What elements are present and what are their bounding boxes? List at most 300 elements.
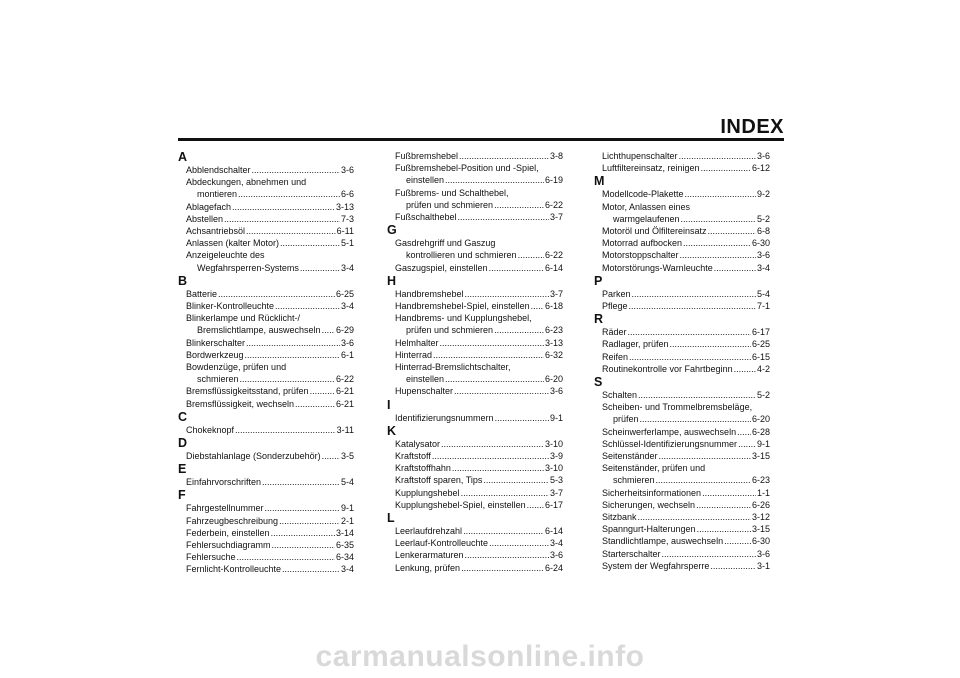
section-letter: B <box>178 273 188 288</box>
section-letter: R <box>594 312 604 327</box>
leader-dots <box>527 499 544 511</box>
index-entry <box>186 476 354 488</box>
leader-dots <box>295 398 335 410</box>
entry-line <box>395 211 563 223</box>
page-number: 3-13 <box>544 337 563 348</box>
entry-text: Kraftstoff sparen, Tips <box>395 475 483 486</box>
index-entry <box>186 563 354 575</box>
watermark: carmanualsonline.info <box>315 640 645 673</box>
entry-line <box>186 288 354 300</box>
entry-line <box>602 450 770 462</box>
leader-dots <box>252 164 340 176</box>
entry-line <box>602 487 770 499</box>
leader-dots <box>656 474 751 486</box>
entry-line <box>395 312 563 324</box>
index-entry <box>395 549 563 561</box>
entry-line <box>186 237 354 249</box>
page-number: 6-24 <box>544 562 563 573</box>
entry-text: Schlüssel-Identifizierungsnummer <box>602 438 738 449</box>
page-number: 5-2 <box>756 213 770 224</box>
entry-text: Identifizierungsnummern <box>395 412 494 423</box>
entry-line <box>186 450 354 462</box>
index-entry <box>602 438 770 450</box>
index-entry <box>395 262 563 274</box>
section-letter: L <box>387 511 395 526</box>
leader-dots <box>310 385 335 397</box>
entry-text: Diebstahlanlage (Sonderzubehör) <box>186 451 321 462</box>
entry-line <box>395 249 563 261</box>
entry-text: Katalysator <box>395 438 441 449</box>
index-entry <box>395 525 563 537</box>
page-number: 6-32 <box>544 349 563 360</box>
index-entry <box>602 462 770 486</box>
index-entry <box>602 426 770 438</box>
entry-line <box>186 563 354 575</box>
leader-dots <box>681 213 756 225</box>
leader-dots <box>445 174 544 186</box>
leader-dots <box>265 502 340 514</box>
page-number: 6-22 <box>544 250 563 261</box>
leader-dots <box>262 476 340 488</box>
entry-text: Fehlersuchdiagramm <box>186 540 271 551</box>
index-entry <box>186 312 354 336</box>
entry-line <box>186 373 354 385</box>
entry-line <box>395 549 563 561</box>
leader-dots <box>489 262 544 274</box>
entry-line <box>395 199 563 211</box>
page-number: 3-15 <box>751 524 770 535</box>
page-number: 3-6 <box>756 548 770 559</box>
page-number: 3-6 <box>549 550 563 561</box>
entry-text: Motorstoppschalter <box>602 250 679 261</box>
leader-dots <box>282 563 340 575</box>
entry-line <box>602 401 770 413</box>
page-number: 3-7 <box>549 487 563 498</box>
entry-text: Bremsflüssigkeitsstand, prüfen <box>186 386 309 397</box>
entry-text: Lenkerarmaturen <box>395 550 464 561</box>
leader-dots <box>458 211 549 223</box>
entry-line <box>602 150 770 162</box>
index-column-2 <box>387 150 563 574</box>
page-number: 6-14 <box>544 526 563 537</box>
page-number: 6-11 <box>336 226 354 237</box>
entry-line <box>186 385 354 397</box>
entry-text: Handbremshebel <box>395 288 464 299</box>
index-entry <box>186 450 354 462</box>
entry-text: Modellcode-Plakette <box>602 189 684 200</box>
page-number: 9-1 <box>340 503 354 514</box>
entry-line <box>395 262 563 274</box>
index-column-3 <box>594 150 770 572</box>
entry-line <box>395 324 563 336</box>
page-number: 3-4 <box>756 262 770 273</box>
page-number: 7-3 <box>340 213 354 224</box>
leader-dots <box>322 324 335 336</box>
leader-dots <box>680 249 756 261</box>
index-entry <box>602 401 770 425</box>
page-number: 3-6 <box>549 386 563 397</box>
leader-dots <box>724 535 751 547</box>
index-entry <box>602 338 770 350</box>
page-number: 3-6 <box>340 165 354 175</box>
page-number: 6-29 <box>335 325 354 336</box>
entry-text: warmgelaufenen <box>613 213 680 224</box>
leader-dots <box>275 300 340 312</box>
leader-dots <box>232 201 335 213</box>
entry-text: Bordwerkzeug <box>186 349 244 360</box>
leader-dots <box>279 515 340 527</box>
entry-text: Fußbremshebel-Position und -Spiel, <box>395 163 539 174</box>
entry-line <box>602 462 770 474</box>
leader-dots <box>461 562 544 574</box>
entry-line <box>602 338 770 350</box>
index-entry <box>602 535 770 547</box>
leader-dots <box>737 426 751 438</box>
leader-dots <box>459 150 549 162</box>
entry-text: Fußbremshebel <box>395 151 459 161</box>
entry-line <box>186 398 354 410</box>
section-letter: P <box>594 273 603 288</box>
index-entry <box>186 385 354 397</box>
entry-text: Handbremshebel-Spiel, einstellen <box>395 301 530 312</box>
index-entry <box>602 548 770 560</box>
page-number: 6-8 <box>756 226 770 237</box>
leader-dots <box>237 551 335 563</box>
page-number: 3-13 <box>335 201 354 212</box>
index-entry <box>602 262 770 274</box>
entry-line <box>186 213 354 225</box>
page-number: 6-22 <box>335 374 354 385</box>
entry-line <box>186 349 354 361</box>
index-entry <box>186 551 354 563</box>
entry-text: prüfen <box>613 414 639 425</box>
entry-text: Reifen <box>602 351 629 362</box>
entry-line <box>186 262 354 274</box>
leader-dots <box>702 487 756 499</box>
page-number: 6-21 <box>335 386 354 397</box>
page-number: 3-4 <box>340 262 354 273</box>
leader-dots <box>218 288 335 300</box>
index-entry <box>602 511 770 523</box>
index-entry <box>395 162 563 186</box>
index-entry <box>602 150 770 162</box>
page-number: 3-6 <box>756 151 770 161</box>
index-entry <box>602 363 770 375</box>
leader-dots <box>240 373 335 385</box>
page-number: 9-1 <box>756 438 770 449</box>
index-entry <box>395 361 563 385</box>
page-number: 9-2 <box>756 189 770 200</box>
page-number: 3-10 <box>544 463 563 474</box>
leader-dots <box>531 300 544 312</box>
index-entry <box>186 539 354 551</box>
section-letter: G <box>387 223 397 238</box>
page-number: 6-6 <box>340 189 354 200</box>
entry-line <box>602 474 770 486</box>
leader-dots <box>432 450 549 462</box>
entry-text: Einfahrvorschriften <box>186 477 262 488</box>
page-number: 6-15 <box>751 351 770 362</box>
entry-text: Blinker-Kontrolleuchte <box>186 301 275 312</box>
entry-text: Scheiben- und Trommelbremsbeläge, <box>602 402 753 413</box>
page-number: 6-23 <box>751 475 770 486</box>
leader-dots <box>322 450 340 462</box>
entry-text: Luftfiltereinsatz, reinigen <box>602 163 700 174</box>
entry-text: Motor, Anlassen eines <box>602 201 691 212</box>
index-entry <box>186 502 354 514</box>
title-rule <box>178 138 784 141</box>
page-number: 6-21 <box>335 398 354 409</box>
page-number: 6-28 <box>751 426 770 437</box>
section-letter: S <box>594 375 603 390</box>
page-number: 3-5 <box>340 451 354 462</box>
leader-dots <box>465 288 549 300</box>
index-entry <box>186 164 354 176</box>
leader-dots <box>659 450 751 462</box>
page-number: 6-34 <box>335 552 354 563</box>
index-entry <box>602 237 770 249</box>
entry-line <box>186 424 354 436</box>
entry-text: Sicherheitsinformationen <box>602 487 702 498</box>
leader-dots <box>433 349 544 361</box>
index-entry <box>186 176 354 200</box>
entry-text: Sicherungen, wechseln <box>602 499 696 510</box>
index-column-1 <box>178 150 354 576</box>
entry-line <box>602 363 770 375</box>
index-entry <box>395 312 563 336</box>
leader-dots <box>272 539 335 551</box>
index-entry <box>186 337 354 349</box>
entry-line <box>395 349 563 361</box>
entry-text: Chokeknopf <box>186 424 235 435</box>
entry-line <box>602 351 770 363</box>
page-number: 5-4 <box>340 477 354 488</box>
page-number: 6-35 <box>335 540 354 551</box>
page-number: 3-6 <box>340 337 354 348</box>
page-number: 3-7 <box>549 288 563 299</box>
section-letter: F <box>178 488 186 503</box>
section-letter: C <box>178 409 188 424</box>
index-entry <box>186 515 354 527</box>
entry-line <box>186 249 354 261</box>
entry-line <box>395 474 563 486</box>
index-entry <box>602 225 770 237</box>
entry-line <box>602 188 770 200</box>
entry-text: Seitenständer, prüfen und <box>602 463 706 474</box>
leader-dots <box>670 338 751 350</box>
entry-text: Motorstörungs-Warnleuchte <box>602 262 713 273</box>
leader-dots <box>483 474 549 486</box>
index-entry <box>602 201 770 225</box>
entry-line <box>186 476 354 488</box>
entry-text: Wegfahrsperren-Systems <box>197 262 299 273</box>
entry-line <box>602 300 770 312</box>
page-number: 4-2 <box>756 363 770 374</box>
entry-line <box>395 438 563 450</box>
page-number: 5-2 <box>756 390 770 401</box>
page-number: 6-17 <box>751 327 770 338</box>
entry-text: Kupplungshebel-Spiel, einstellen <box>395 499 526 510</box>
entry-line <box>186 515 354 527</box>
entry-text: Schalten <box>602 390 638 401</box>
entry-line <box>395 237 563 249</box>
entry-text: Motorrad aufbocken <box>602 238 683 249</box>
index-entry <box>186 237 354 249</box>
entry-text: Fußbrems- und Schalthebel, <box>395 187 509 198</box>
page-number: 6-26 <box>751 499 770 510</box>
page-number: 6-19 <box>544 175 563 186</box>
entry-line <box>186 527 354 539</box>
entry-text: Federbein, einstellen <box>186 527 270 538</box>
entry-line <box>395 174 563 186</box>
entry-text: Sitzbank <box>602 512 637 523</box>
entry-text: Motoröl und Ölfiltereinsatz <box>602 226 707 237</box>
entry-line <box>602 426 770 438</box>
leader-dots <box>461 487 549 499</box>
entry-text: Parken <box>602 288 631 299</box>
entry-line <box>602 389 770 401</box>
index-entry <box>186 213 354 225</box>
entry-line <box>395 373 563 385</box>
page-number: 3-12 <box>751 512 770 523</box>
index-entry <box>602 188 770 200</box>
page-number: 9-1 <box>549 412 563 423</box>
entry-text: Kraftstoffhahn <box>395 463 451 474</box>
page-number: 6-30 <box>751 536 770 547</box>
entry-text: Bremslichtlampe, auswechseln <box>197 325 321 336</box>
leader-dots <box>632 288 756 300</box>
leader-dots <box>697 523 751 535</box>
page-number: 5-1 <box>340 238 354 249</box>
leader-dots <box>280 237 340 249</box>
entry-line <box>602 213 770 225</box>
entry-text: schmieren <box>613 475 655 486</box>
index-entry <box>395 150 563 162</box>
entry-text: Pflege <box>602 301 628 312</box>
page-title: INDEX <box>720 116 784 138</box>
index-entry <box>395 385 563 397</box>
leader-dots <box>245 349 340 361</box>
index-entry <box>395 487 563 499</box>
leader-dots <box>452 462 544 474</box>
index-entry <box>395 349 563 361</box>
entry-line <box>602 237 770 249</box>
entry-text: Starterschalter <box>602 548 661 559</box>
section-letter: I <box>387 397 391 412</box>
entry-line <box>186 337 354 349</box>
entry-line <box>602 523 770 535</box>
section-letter: K <box>387 423 397 438</box>
leader-dots <box>683 237 751 249</box>
leader-dots <box>638 389 756 401</box>
entry-text: Abdeckungen, abnehmen und <box>186 177 307 188</box>
entry-line <box>395 562 563 574</box>
leader-dots <box>640 413 751 425</box>
page-number: 5-3 <box>549 475 563 486</box>
entry-text: Standlichtlampe, auswechseln <box>602 536 724 547</box>
leader-dots <box>235 424 336 436</box>
entry-text: Hupenschalter <box>395 386 454 397</box>
index-entry <box>602 351 770 363</box>
page-number: 3-9 <box>549 451 563 462</box>
index-entry <box>602 162 770 174</box>
entry-text: Bremsflüssigkeit, wechseln <box>186 398 295 409</box>
leader-dots <box>638 511 751 523</box>
entry-text: montieren <box>197 189 238 200</box>
page-number: 6-18 <box>544 301 563 312</box>
section-letter: M <box>594 174 605 189</box>
entry-line <box>602 262 770 274</box>
leader-dots <box>465 549 549 561</box>
index-entry <box>395 300 563 312</box>
entry-text: Hinterrad-Bremslichtschalter, <box>395 362 511 373</box>
leader-dots <box>679 150 756 162</box>
entry-text: prüfen und schmieren <box>406 325 494 336</box>
entry-text: prüfen und schmieren <box>406 199 494 210</box>
leader-dots <box>696 499 751 511</box>
section-letter: D <box>178 436 188 451</box>
page-number: 6-30 <box>751 238 770 249</box>
page-number: 3-10 <box>544 438 563 449</box>
entry-line <box>602 535 770 547</box>
entry-line <box>602 438 770 450</box>
entry-line <box>186 324 354 336</box>
entry-line <box>395 385 563 397</box>
page-number: 6-23 <box>544 325 563 336</box>
entry-text: Handbrems- und Kupplungshebel, <box>395 313 532 324</box>
index-entry <box>186 300 354 312</box>
page-number: 1-1 <box>756 487 770 498</box>
entry-line <box>395 487 563 499</box>
entry-text: Anlassen (kalter Motor) <box>186 238 280 249</box>
entry-line <box>602 413 770 425</box>
page-number: 7-1 <box>756 301 770 312</box>
index-entry <box>186 349 354 361</box>
entry-line <box>186 361 354 373</box>
entry-text: Leerlauf-Kontrolleuchte <box>395 538 489 549</box>
page-number: 6-1 <box>340 349 354 360</box>
page-number: 6-25 <box>335 288 354 299</box>
index-entry <box>395 474 563 486</box>
page-number: 6-17 <box>544 499 563 510</box>
page-number: 3-4 <box>549 538 563 549</box>
index-entry <box>186 201 354 213</box>
entry-text: Blinkerschalter <box>186 337 246 348</box>
leader-dots <box>300 262 340 274</box>
leader-dots <box>238 188 340 200</box>
page-number: 6-20 <box>544 374 563 385</box>
page-number: 2-1 <box>340 515 354 526</box>
leader-dots <box>246 337 340 349</box>
entry-text: Fußschalthebel <box>395 212 457 223</box>
index-entry <box>186 527 354 539</box>
entry-text: Hinterrad <box>395 349 433 360</box>
index-entry <box>602 249 770 261</box>
leader-dots <box>629 300 756 312</box>
page-number: 3-4 <box>340 301 354 312</box>
entry-line <box>186 551 354 563</box>
entry-text: Fehlersuche <box>186 552 236 563</box>
page-number: 6-22 <box>544 199 563 210</box>
page-number: 3-15 <box>751 451 770 462</box>
leader-dots <box>441 438 544 450</box>
entry-line <box>602 201 770 213</box>
index-entry <box>602 288 770 300</box>
entry-text: Kupplungshebel <box>395 487 460 498</box>
leader-dots <box>701 162 751 174</box>
leader-dots <box>629 351 751 363</box>
entry-text: Batterie <box>186 288 218 299</box>
